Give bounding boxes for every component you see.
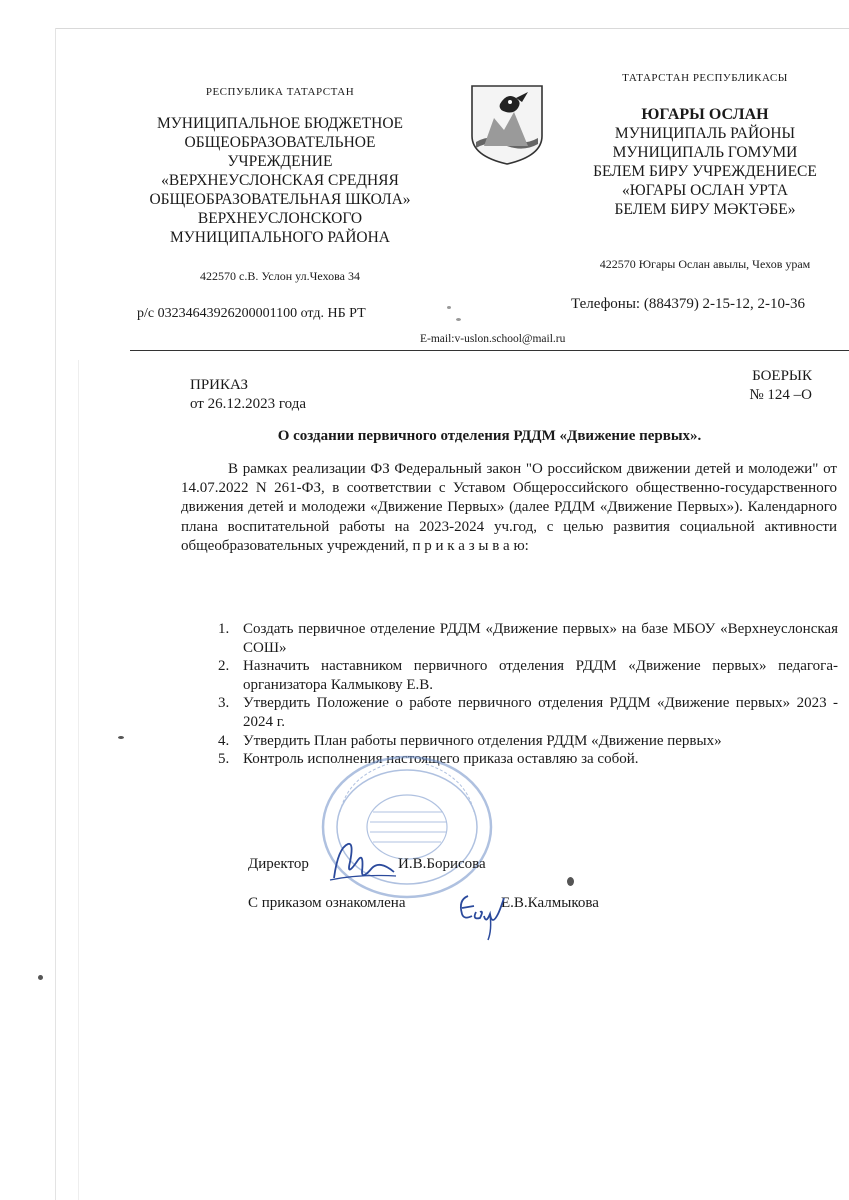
org-line: БЕЛЕМ БИРУ МӘКТӘБЕ» — [614, 201, 796, 218]
bank-account: р/с 03234643926200001100 отд. НБ РТ — [137, 306, 366, 321]
org-line: ОБЩЕОБРАЗОВАТЕЛЬНОЕ — [184, 134, 376, 151]
director-signature — [328, 838, 398, 886]
scan-speck — [118, 736, 124, 739]
list-item — [218, 694, 838, 731]
acknowledgement-label: С приказом ознакомлена — [248, 895, 406, 911]
list-item-text: Утвердить Положение о работе первичного отделения РДДМ «Движение первых» 2023 - 2024 г. — [243, 695, 838, 730]
scan-fold-line — [78, 360, 79, 1200]
header-divider — [130, 350, 849, 351]
org-line: МУНИЦИПАЛЬНОГО РАЙОНА — [170, 229, 390, 246]
order-title-tatar: БОЕРЫК — [752, 368, 812, 384]
list-item-number: 4. — [218, 732, 230, 749]
header-right — [575, 72, 835, 272]
list-item-text: Контроль исполнения настоящего приказа оставляю за собой. — [243, 751, 639, 768]
document-title: О создании первичного отделения РДДМ «Движение первых». — [277, 428, 702, 444]
org-line: МУНИЦИПАЛЬ ГОМУМИ — [612, 144, 798, 161]
list-item — [218, 732, 838, 751]
director-name: И.В.Борисова — [398, 856, 486, 872]
phone-numbers: Телефоны: (884379) 2-15-12, 2-10-36 — [571, 296, 806, 312]
header-right-org — [575, 124, 835, 219]
list-item-number: 5. — [218, 751, 230, 768]
order-number: № 124 –О — [749, 387, 812, 403]
org-line: «ЮГАРЫ ОСЛАН УРТА — [622, 182, 788, 199]
header-right-address: 422570 Югары Ослан авылы, Чехов урам — [599, 257, 811, 271]
header-right-republic: ТАТАРСТАН РЕСПУБЛИКАСЫ — [622, 72, 788, 84]
list-item-text: Утвердить План работы первичного отделения РДДМ «Движение первых» — [243, 732, 722, 749]
org-line: МУНИЦИПАЛЬ РАЙОНЫ — [614, 125, 796, 142]
list-item-text: Создать первичное отделение РДДМ «Движение первых» на базе МБОУ «Верхнеуслонская СОШ» — [243, 621, 838, 656]
org-line: ОБЩЕОБРАЗОВАТЕЛЬНАЯ ШКОЛА» — [149, 191, 411, 208]
header-left — [130, 86, 430, 284]
scan-speck — [38, 975, 43, 980]
org-line: БЕЛЕМ БИРУ УЧРЕЖДЕНИЕСЕ — [593, 163, 817, 180]
order-date: от 26.12.2023 года — [190, 396, 306, 412]
acknowledgement-line — [248, 895, 599, 912]
body-paragraph: В рамках реализации ФЗ Федеральный закон "О российском движении детей и молодежи" от 14.07.2022 N 261-ФЗ, в соответствии с Уставом Общероссийского общественно-государственного движения детей и молодежи «Движение Первых» (далее РДДМ «Движение Первых»). Календарного плана воспитательной работы на 2023-2024 уч.год, с целью развития социальной активности общеобразовательных учреждений, п р и к а з ы в а ю: — [181, 461, 837, 554]
director-label: Директор — [248, 856, 309, 872]
header-left-republic: РЕСПУБЛИКА ТАТАРСТАН — [205, 86, 355, 98]
org-line: ВЕРХНЕУСЛОНСКОГО — [197, 210, 363, 227]
director-signature-line — [248, 856, 486, 873]
scan-speck — [456, 318, 461, 321]
email-address: E-mail:v-uslon.school@mail.ru — [420, 333, 566, 345]
header-left-org — [130, 114, 430, 247]
list-item — [218, 750, 838, 769]
list-item-number: 1. — [218, 621, 230, 637]
header-left-address: 422570 с.В. Услон ул.Чехова 34 — [200, 269, 360, 283]
acknowledgement-signature — [454, 890, 510, 942]
list-item-number: 3. — [218, 695, 230, 712]
org-line: «ВЕРХНЕУСЛОНСКАЯ СРЕДНЯЯ — [161, 172, 399, 189]
list-item — [218, 620, 838, 657]
order-left — [190, 376, 306, 414]
coat-of-arms-emblem — [470, 84, 544, 166]
org-line: УЧРЕЖДЕНИЕ — [227, 153, 333, 170]
header-right-name: ЮГАРЫ ОСЛАН — [641, 106, 769, 123]
org-line: МУНИЦИПАЛЬНОЕ БЮДЖЕТНОЕ — [157, 115, 403, 132]
list-item — [218, 657, 838, 694]
acknowledgement-name: Е.В.Калмыкова — [501, 895, 599, 911]
list-item-text: Назначить наставником первичного отделения РДДМ «Движение первых» педагога-организатора Калмыкову Е.В. — [243, 658, 838, 693]
order-items-list — [218, 620, 838, 769]
scan-speck — [447, 306, 451, 309]
scan-edge-left — [55, 28, 56, 1200]
scan-speck — [567, 877, 574, 886]
scan-edge-top — [55, 28, 849, 29]
order-right — [706, 367, 812, 405]
list-item-number: 2. — [218, 658, 230, 675]
order-title: ПРИКАЗ — [190, 377, 248, 393]
